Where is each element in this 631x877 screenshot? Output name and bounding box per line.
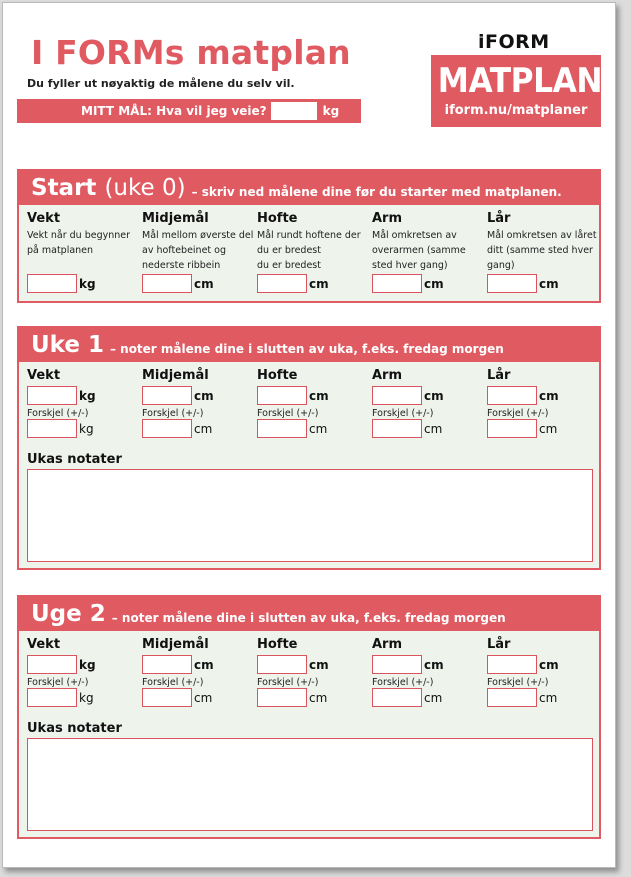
measure-label: Lår: [487, 211, 511, 226]
week-1-col-arm: [372, 368, 484, 438]
measure-label: Midjemål: [142, 211, 209, 226]
start-heading-bold: Start: [31, 175, 97, 201]
start-entry-midjemal: [142, 274, 254, 293]
week-2-section: [17, 595, 601, 839]
diff-label: Forskjel (+/-): [27, 677, 89, 688]
start-entry-arm: [372, 274, 484, 293]
week-1-midjemal-diff-field[interactable]: [142, 419, 192, 438]
start-col-vekt: [27, 211, 139, 258]
week-2-lar-diff-field[interactable]: [487, 688, 537, 707]
diff-label: Forskjel (+/-): [257, 677, 319, 688]
start-col-arm: [372, 211, 484, 273]
diff-label: Forskjel (+/-): [142, 408, 204, 419]
week-2-notes-label: Ukas notater: [27, 721, 122, 736]
start-arm-field[interactable]: [372, 274, 422, 293]
unit-label: cm: [424, 657, 444, 672]
page-subtitle: Du fyller ut nøyaktig de målene du selv vil.: [27, 77, 295, 90]
week-1-section: [17, 326, 601, 570]
week-1-arm-diff-field[interactable]: [372, 419, 422, 438]
start-heading-note: – skriv ned målene dine før du starter med matplanen.: [191, 185, 562, 199]
week-2-col-vekt: [27, 637, 139, 707]
unit-label: kg: [79, 690, 94, 705]
measure-label: Midjemål: [142, 368, 209, 383]
goal-unit: kg: [322, 104, 340, 118]
document-page: [2, 2, 616, 868]
unit-label: cm: [539, 388, 559, 403]
unit-label: cm: [309, 276, 329, 291]
unit-label: cm: [309, 690, 328, 705]
diff-label: Forskjel (+/-): [142, 677, 204, 688]
week-1-note: – noter målene dine i slutten av uka, f.eks. fredag morgen: [109, 342, 504, 356]
unit-label: cm: [309, 388, 329, 403]
week-2-vekt-field[interactable]: [27, 655, 77, 674]
week-2-header: [19, 597, 599, 631]
week-2-lar-field[interactable]: [487, 655, 537, 674]
week-1-notes-label: Ukas notater: [27, 452, 122, 467]
goal-weight-field[interactable]: [271, 102, 317, 120]
unit-label: cm: [194, 421, 213, 436]
week-1-col-vekt: [27, 368, 139, 438]
brand-box: [431, 55, 601, 127]
week-2-hofte-diff-field[interactable]: [257, 688, 307, 707]
measure-label: Lår: [487, 637, 511, 652]
week-2-midjemal-diff-field[interactable]: [142, 688, 192, 707]
unit-label: cm: [424, 421, 443, 436]
week-1-col-hofte: [257, 368, 369, 438]
start-entry-vekt: [27, 274, 139, 293]
start-entry-lar: [487, 274, 599, 293]
measure-label: Arm: [372, 211, 403, 226]
diff-label: Forskjel (+/-): [372, 677, 434, 688]
brand-name: MATPLAN: [437, 61, 603, 101]
measure-label: Midjemål: [142, 637, 209, 652]
unit-label: cm: [424, 690, 443, 705]
diff-label: Forskjel (+/-): [487, 677, 549, 688]
week-2-hofte-field[interactable]: [257, 655, 307, 674]
unit-label: cm: [194, 690, 213, 705]
start-section-header: [19, 171, 599, 205]
measure-description: Vekt når du begynner på matplanen: [27, 230, 131, 256]
start-heading-light: (uke 0): [104, 175, 186, 201]
measure-description: Mål mellom øverste del av hoftebeinet og nederste ribbein: [142, 230, 254, 271]
unit-label: cm: [194, 276, 214, 291]
week-2-arm-diff-field[interactable]: [372, 688, 422, 707]
start-section: [17, 169, 601, 303]
week-2-vekt-diff-field[interactable]: [27, 688, 77, 707]
diff-label: Forskjel (+/-): [487, 408, 549, 419]
week-2-col-lar: [487, 637, 599, 707]
unit-label: cm: [309, 421, 328, 436]
unit-label: cm: [539, 690, 558, 705]
week-2-notes-field[interactable]: [27, 738, 593, 831]
unit-label: kg: [79, 657, 96, 672]
start-col-midjemal: [142, 211, 254, 273]
week-1-lar-field[interactable]: [487, 386, 537, 405]
start-vekt-field[interactable]: [27, 274, 77, 293]
week-1-heading: Uke 1: [31, 332, 104, 358]
week-2-note: – noter målene dine i slutten av uka, f.eks. fredag morgen: [111, 611, 506, 625]
measure-label: Vekt: [27, 368, 61, 383]
page-title: I FORMs matplan: [31, 33, 351, 72]
unit-label: cm: [424, 276, 444, 291]
unit-label: kg: [79, 421, 94, 436]
week-1-vekt-field[interactable]: [27, 386, 77, 405]
start-hofte-field[interactable]: [257, 274, 307, 293]
measure-label: Vekt: [27, 637, 61, 652]
week-2-midjemal-field[interactable]: [142, 655, 192, 674]
measure-label: Hofte: [257, 211, 298, 226]
measure-label: Hofte: [257, 368, 298, 383]
measure-label: Lår: [487, 368, 511, 383]
week-1-notes-field[interactable]: [27, 469, 593, 562]
week-1-lar-diff-field[interactable]: [487, 419, 537, 438]
brand-url: iform.nu/matplaner: [444, 103, 588, 118]
week-1-col-lar: [487, 368, 599, 438]
measure-label: Vekt: [27, 211, 61, 226]
diff-label: Forskjel (+/-): [372, 408, 434, 419]
week-1-col-midjemal: [142, 368, 254, 438]
measure-description: Mål omkretsen av overarmen (samme sted hver gang): [372, 230, 466, 271]
week-2-heading: Uge 2: [31, 601, 106, 627]
week-1-arm-field[interactable]: [372, 386, 422, 405]
measure-label: Hofte: [257, 637, 298, 652]
week-1-vekt-diff-field[interactable]: [27, 419, 77, 438]
unit-label: cm: [539, 421, 558, 436]
week-1-header: [19, 328, 599, 362]
week-2-col-hofte: [257, 637, 369, 707]
start-midjemal-field[interactable]: [142, 274, 192, 293]
measure-label: Arm: [372, 637, 403, 652]
unit-label: kg: [79, 276, 96, 291]
measure-description: Mål omkretsen av låret ditt (samme sted hver gang): [487, 230, 597, 271]
week-2-arm-field[interactable]: [372, 655, 422, 674]
diff-label: Forskjel (+/-): [257, 408, 319, 419]
start-entry-hofte: [257, 274, 369, 293]
brand-logo-text: iFORM: [478, 31, 550, 53]
unit-label: cm: [194, 657, 214, 672]
measure-description: Mål rundt hoftene der du er bredest du er bredest: [257, 230, 361, 271]
week-1-hofte-diff-field[interactable]: [257, 419, 307, 438]
unit-label: cm: [539, 276, 559, 291]
week-2-col-arm: [372, 637, 484, 707]
unit-label: cm: [539, 657, 559, 672]
diff-label: Forskjel (+/-): [27, 408, 89, 419]
week-2-col-midjemal: [142, 637, 254, 707]
start-heading: [31, 177, 186, 200]
start-col-hofte: [257, 211, 369, 273]
start-lar-field[interactable]: [487, 274, 537, 293]
start-col-lar: [487, 211, 599, 273]
unit-label: cm: [424, 388, 444, 403]
unit-label: cm: [309, 657, 329, 672]
measure-label: Arm: [372, 368, 403, 383]
unit-label: kg: [79, 388, 96, 403]
goal-label: MITT MÅL: Hva vil jeg veie?: [81, 104, 267, 118]
goal-bar: [17, 99, 361, 123]
week-1-hofte-field[interactable]: [257, 386, 307, 405]
week-1-midjemal-field[interactable]: [142, 386, 192, 405]
unit-label: cm: [194, 388, 214, 403]
